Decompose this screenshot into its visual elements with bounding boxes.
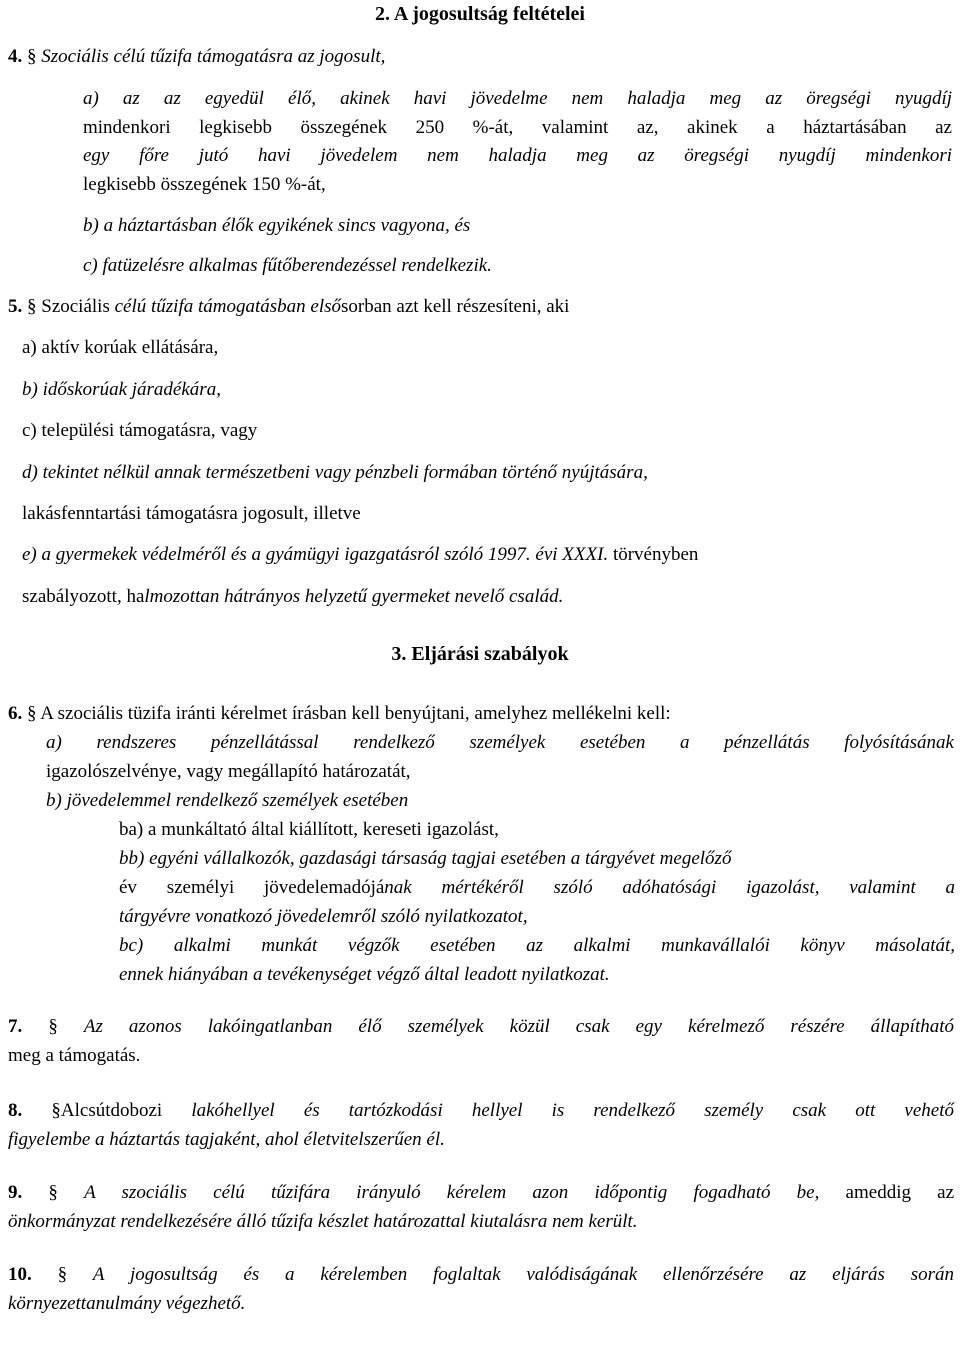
item-text-part: lmozottan hátrányos helyzetű gyermeket nevelő család. (144, 586, 564, 607)
section-sign: § (57, 1264, 68, 1285)
paragraph-text: A jogosultság és a kérelemben foglaltak valódiságának ellenőrzésére az eljárás során (92, 1264, 954, 1285)
paragraph-7-line1 (8, 1012, 954, 1041)
item-6bb-line3: tárgyévre vonatkozó jövedelemről szóló nyilatkozatot, (119, 906, 528, 927)
paragraph-number: 7. (8, 1016, 23, 1037)
paragraph-text: A szociális tüzifa iránti kérelmet írásban kell benyújtani, amelyhez mellékelni kell: (40, 703, 671, 724)
item-6a-line1: a) rendszeres pénzellátással rendelkező személyek esetében a pénzellátás folyósításának (46, 732, 954, 753)
item-6bb-line1: bb) egyéni vállalkozók, gazdasági társaság tagjai esetében a tárgyévet megelőző (119, 848, 732, 869)
paragraph-text-part: lakóhellyel és tartózkodási hellyel is rendelkező személy csak ott vehető (162, 1100, 955, 1121)
item-4a-line3: egy főre jutó havi jövedelem nem haladja meg az öregségi nyugdíj mindenkori (83, 145, 952, 166)
item-4c: c) fatüzelésre alkalmas fűtőberendezéssel rendelkezik. (83, 255, 492, 276)
paragraph-text: Az azonos lakóingatlanban élő személyek közül csak egy kérelmező részére állapítható (83, 1016, 955, 1037)
paragraph-number: 6. (8, 703, 23, 724)
paragraph-7-line2: meg a támogatás. (8, 1045, 141, 1066)
item-6bc-line1: bc) alkalmi munkát végzők esetében az alkalmi munkavállalói könyv másolatát, (119, 935, 955, 956)
paragraph-8-line1 (8, 1096, 954, 1125)
paragraph-4-intro (8, 42, 385, 71)
item-text-part: törvényben (608, 544, 699, 565)
section-sign: § (51, 1100, 61, 1121)
section-heading-3: 3. Eljárási szabályok (391, 643, 569, 665)
paragraph-text-part: Alcsútdobozi (60, 1100, 163, 1121)
section-heading-2: 2. A jogosultság feltételei (375, 3, 585, 25)
item-6bb-line2 (119, 873, 955, 902)
paragraph-5-intro (8, 292, 569, 321)
section-sign: § (48, 1182, 58, 1203)
item-4a-line4: legkisebb összegének 150 %-át, (83, 174, 326, 195)
item-text-part: e) a gyermekek védelméről és a gyámügyi igazgatásról szóló 1997. évi XXXI. (22, 544, 609, 565)
paragraph-number: 9. (8, 1182, 23, 1203)
paragraph-6-intro (8, 699, 671, 728)
paragraph-9-line2: önkormányzat rendelkezésére álló tűzifa készlet határozattal kiutalásra nem került. (8, 1211, 638, 1232)
item-6b: b) jövedelemmel rendelkező személyek esetében (46, 790, 409, 811)
item-4b: b) a háztartásban élők egyikének sincs vagyona, és (83, 215, 471, 236)
paragraph-10-line2: környezettanulmány végezhető. (8, 1293, 246, 1314)
item-5a: a) aktív korúak ellátására, (22, 337, 219, 358)
paragraph-text-part: ameddig az (819, 1182, 955, 1203)
item-6a-line2: igazolószelvénye, vagy megállapító határozatát, (46, 761, 411, 782)
paragraph-9-line1 (8, 1178, 954, 1207)
item-text-part: szabályozott, ha (22, 586, 145, 607)
paragraph-number: 8. (8, 1100, 23, 1121)
section-sign: § (27, 296, 37, 317)
item-5e-line2 (22, 582, 563, 611)
section-sign: § (27, 46, 37, 67)
item-text-part: nak mértékéről szóló adóhatósági igazolást, valamint a (384, 877, 955, 898)
paragraph-text-part: Szociális (41, 296, 110, 317)
paragraph-number: 10. (8, 1264, 32, 1285)
item-6bc-line2: ennek hiányában a tevékenységet végző által leadott nyilatkozat. (119, 964, 610, 985)
item-5b: b) időskorúak járadékára, (22, 379, 221, 400)
paragraph-8-line2: figyelembe a háztartás tagjaként, ahol életvitelszerűen él. (8, 1129, 445, 1150)
paragraph-text: Szociális célú tűzifa támogatásra az jogosult, (41, 46, 386, 67)
item-5d: d) tekintet nélkül annak természetbeni vagy pénzbeli formában történő nyújtására, (22, 462, 648, 483)
item-text-part: év személyi jövedelemadójá (119, 877, 385, 898)
paragraph-text-part: célú tűzifa támogatásban első (114, 296, 342, 317)
item-5c: c) települési támogatásra, vagy (22, 420, 258, 441)
section-sign: § (27, 703, 37, 724)
item-5d-continuation: lakásfenntartási támogatásra jogosult, illetve (22, 503, 361, 524)
paragraph-number: 5. (8, 296, 23, 317)
item-4a-line2: mindenkori legkisebb összegének 250 %-át, valamint az, akinek a háztartásában az (83, 117, 952, 138)
item-4a-line1: a) az az egyedül élő, akinek havi jövedelme nem haladja meg az öregségi nyugdíj (83, 88, 952, 109)
paragraph-number: 4. (8, 46, 23, 67)
section-sign: § (48, 1016, 58, 1037)
paragraph-text-part: sorban azt kell részesíteni, aki (341, 296, 570, 317)
paragraph-text-part: A szociális célú tűzifára irányuló kérelem azon időpontig fogadható be, (84, 1182, 820, 1203)
item-6ba: ba) a munkáltató által kiállított, kereseti igazolást, (119, 819, 499, 840)
item-5e-line1 (22, 540, 698, 569)
paragraph-10-line1 (8, 1260, 954, 1289)
